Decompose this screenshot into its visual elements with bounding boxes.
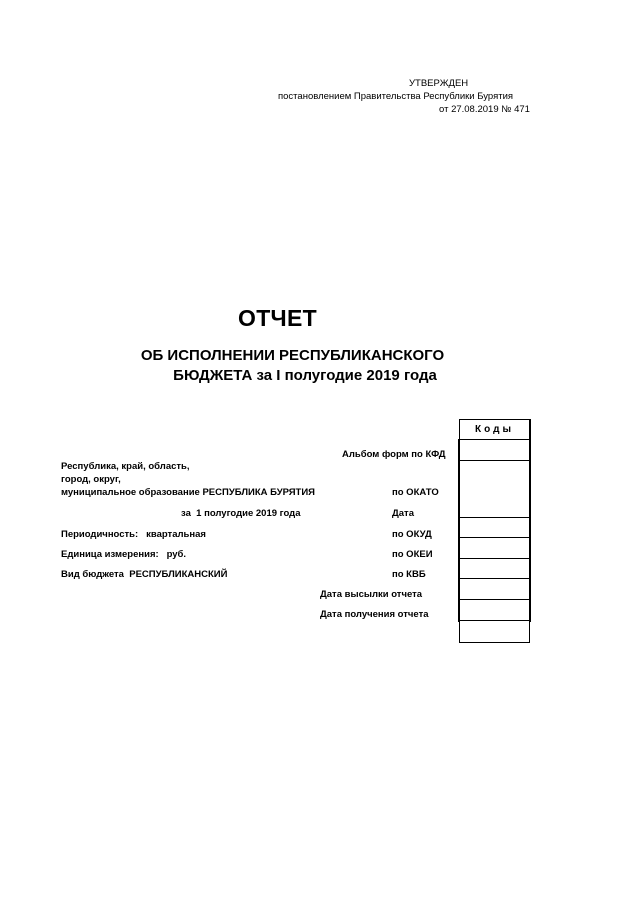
unit-label: Единица измерения: [61, 549, 159, 560]
kvb-label: по КВБ [392, 569, 426, 580]
period-label: за [181, 508, 191, 519]
periodicity-value: квартальная [146, 529, 206, 540]
budget-row [61, 569, 227, 580]
codes-header: Коды [460, 420, 529, 440]
approval-header [409, 77, 468, 90]
code-cell-okud [460, 538, 529, 559]
okato-label: по ОКАТО [392, 487, 439, 498]
region-value: РЕСПУБЛИКА БУРЯТИЯ [202, 487, 316, 498]
code-cell-okato [460, 461, 529, 518]
periodicity-row [61, 529, 206, 540]
codes-table [459, 419, 530, 643]
period-row [181, 508, 301, 519]
region-label-1: Республика, край, область, [61, 461, 190, 472]
period-value: 1 полугодие 2019 года [196, 508, 301, 519]
code-cell-send-date [460, 600, 529, 621]
receive-date-label: Дата получения отчета [320, 609, 429, 620]
okud-label: по ОКУД [392, 529, 432, 540]
code-cell-kfd [460, 440, 529, 461]
approval-decree: постановлением Правительства Республики Бурятия [278, 91, 514, 102]
approval-date: от 27.08.2019 № 471 [439, 104, 530, 115]
approval-title: УТВЕРЖДЕН [409, 78, 469, 89]
periodicity-label: Периодичность: [61, 529, 139, 540]
album-label: Альбом форм по КФД [342, 449, 446, 460]
report-subtitle: ОБ ИСПОЛНЕНИИ РЕСПУБЛИКАНСКОГО БЮДЖЕТА за I полугодие 2019 года [140, 347, 445, 384]
region-label-2: город, округ, [61, 474, 121, 485]
codes-border-right [529, 419, 531, 622]
code-cell-okei [460, 559, 529, 579]
okei-label: по ОКЕИ [392, 549, 433, 560]
send-date-label: Дата высылки отчета [320, 589, 423, 600]
page-title: ОТЧЕТ [238, 305, 317, 331]
date-label: Дата [392, 508, 414, 519]
code-cell-receive-date [460, 621, 529, 642]
unit-row [61, 549, 186, 560]
code-cell-date [460, 518, 529, 538]
code-cell-kvb [460, 579, 529, 600]
budget-label: Вид бюджета [61, 569, 124, 580]
region-row [61, 487, 315, 498]
codes-border-left [458, 439, 460, 622]
region-label-3: муниципальное образование [61, 487, 200, 498]
unit-value: руб. [166, 549, 187, 560]
budget-value: РЕСПУБЛИКАНСКИЙ [129, 569, 228, 580]
